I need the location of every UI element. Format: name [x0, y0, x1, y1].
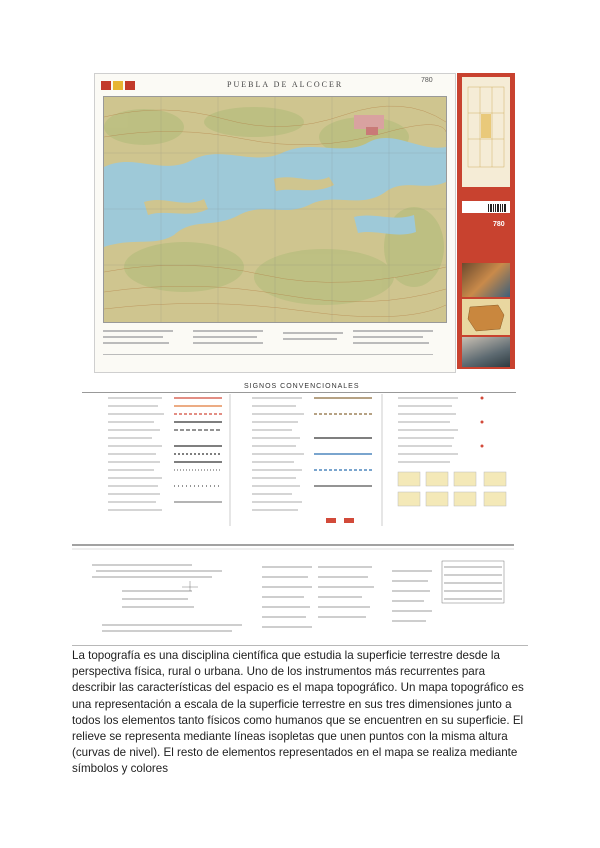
map-margin-strip	[72, 541, 514, 641]
footer-text-line	[283, 332, 343, 334]
cover-photo-peninsula	[462, 299, 510, 335]
cover-index-map	[462, 77, 510, 187]
logo-yellow-block	[113, 81, 123, 90]
cover-barcode	[462, 201, 510, 213]
footer-text-line	[353, 330, 433, 332]
footer-text-line	[103, 330, 173, 332]
index-grid-graphic	[462, 77, 510, 187]
legend-top-rule	[82, 392, 516, 393]
cover-sheet-number: 780	[493, 221, 505, 228]
footer-text-line	[193, 342, 263, 344]
map-image	[103, 96, 447, 323]
logo-red-block	[125, 81, 135, 90]
footer-text-line	[193, 330, 263, 332]
map-cover	[457, 73, 515, 369]
sheet-number: 780	[421, 77, 433, 84]
map-header	[95, 74, 455, 96]
section-divider	[72, 645, 528, 646]
map-footer-notes	[103, 326, 445, 366]
footer-text-line	[103, 354, 433, 355]
legend-panel	[82, 380, 516, 526]
footer-text-line	[353, 342, 429, 344]
footer-text-line	[103, 336, 163, 338]
barcode-graphic	[462, 202, 510, 214]
footer-text-line	[103, 342, 169, 344]
peninsula-map-graphic	[462, 299, 510, 335]
body-paragraph: La topografía es una disciplina científica que estudia la superficie terrestre desde la perspectiva física, rural o urbana. Uno de los instrumentos más recurrentes para describir las características del espacio es el mapa topográfico. Un mapa topográfico es una representación a escala de la superficie terrestre en sus tres dimensiones junto a todos los elementos tanto físicos como humanos que se encuentren en su superficie. El relieve se representa mediante líneas isopletas que unen puntos con la misma altura (curvas de nivel). El resto de elementos representados en el mapa se realiza mediante símbolos y colores	[72, 649, 524, 776]
logo-red-block	[101, 81, 111, 90]
footer-text-line	[353, 336, 423, 338]
institution-logo	[101, 79, 147, 91]
cover-photo-relief	[462, 263, 510, 297]
map-title: PUEBLA DE ALCOCER	[227, 80, 344, 89]
cover-photo-landscape	[462, 337, 510, 367]
margin-strip-graphic	[72, 541, 514, 641]
topographic-map-sheet	[94, 73, 456, 373]
footer-text-line	[193, 336, 257, 338]
legend-symbols-graphic	[82, 394, 516, 526]
legend-title: SIGNOS CONVENCIONALES	[244, 383, 360, 390]
footer-text-line	[283, 338, 337, 340]
terrain-map-graphic	[104, 97, 446, 322]
